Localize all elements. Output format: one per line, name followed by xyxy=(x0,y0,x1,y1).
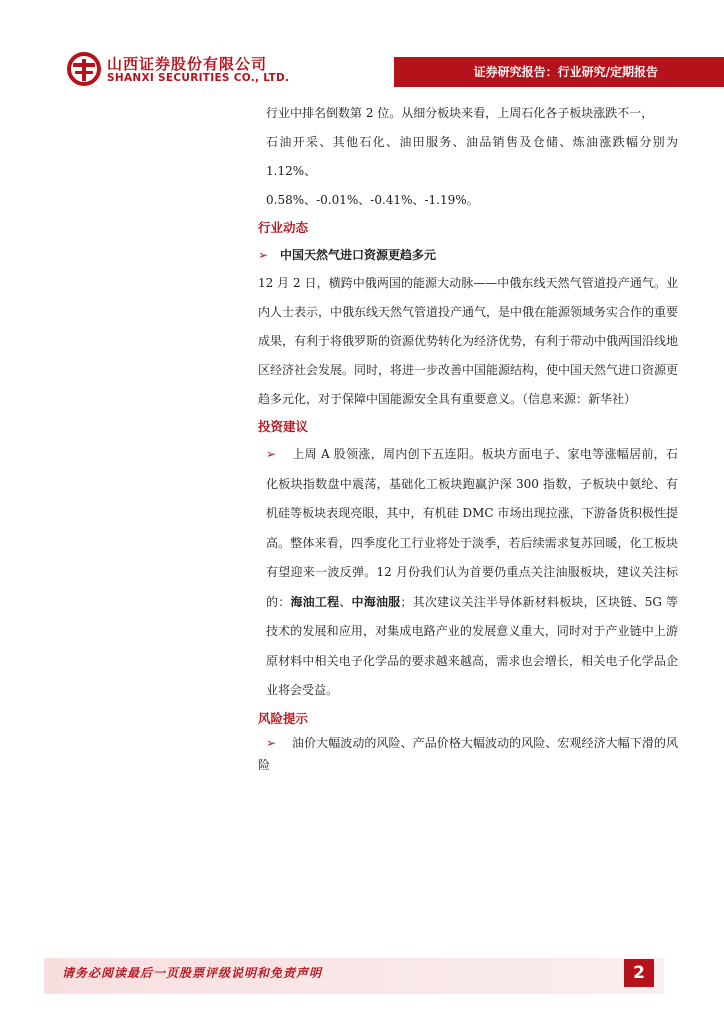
investment-text-after: ；其次建议关注半导体新材料板块，区块链、5G 等技术的发展和应用，对集成电路产业的发展意义重大，同时对于产业链中上游原材料中相关电子化学品的要求越来越高，需求也会增长，相关电子化学品企业将会受益。 xyxy=(266,594,678,697)
intro-line: 石油开采、其他石化、油田服务、油品销售及仓储、炼油涨跌幅分别为 1.12%、 xyxy=(266,135,678,178)
company-logo-icon xyxy=(64,50,104,88)
intro-line: 行业中排名倒数第 2 位。从细分板块来看，上周石化各子板块涨跌不一， xyxy=(266,106,654,120)
page-footer xyxy=(0,958,724,994)
risk-body xyxy=(258,732,678,776)
investment-body xyxy=(258,440,678,706)
dynamics-bullet xyxy=(258,241,678,269)
stock-pick-1: 海油工程 xyxy=(290,594,340,609)
stock-separator: 、 xyxy=(339,594,352,609)
report-type-banner: 证券研究报告：行业研究/定期报告 xyxy=(394,57,724,87)
section-title-dynamics: 行业动态 xyxy=(258,220,309,235)
stock-pick-2: 中海油服 xyxy=(351,594,401,609)
disclaimer-notice: 请务必阅读最后一页股票评级说明和免责声明 xyxy=(62,966,323,980)
dynamics-body: 12 月 2 日，横跨中俄两国的能源大动脉——中俄东线天然气管道投产通气。业内人士表示，中俄东线天然气管道投产通气，是中俄在能源领域务实合作的重要成果，有利于将俄罗斯的资源优势转化为经济优势，有利于带动中俄两国沿线地区经济社会发展。同时，将进一步改善中国能源结构，使中国天然气进口资源更趋多元化，对于保障中国能源安全具有重要意义。（信息来源：新华社） xyxy=(258,276,679,406)
arrow-bullet-icon: ➢ xyxy=(258,248,269,262)
intro-line: 0.58%、-0.01%、-0.41%、-1.19%。 xyxy=(266,193,479,207)
arrow-bullet-icon: ➢ xyxy=(266,447,277,461)
section-title-risk: 风险提示 xyxy=(258,710,309,726)
page-header xyxy=(0,0,724,96)
company-name-en: SHANXI SECURITIES CO., LTD. xyxy=(107,72,290,84)
dynamics-bullet-title: 中国天然气进口资源更趋多元 xyxy=(280,248,437,262)
report-body xyxy=(258,99,678,776)
company-name-cn: 山西证券股份有限公司 xyxy=(107,55,268,73)
investment-text-before: 上周 A 股领涨，周内创下五连阳。板块方面电子、家电等涨幅居前，石化板块指数盘中震荡，基础化工板块跑赢沪深 300 指数，子板块中氨纶、有机硅等板块表现亮眼，其中，有机硅 DMC 市场出现拉涨，下游备货积极性提高。整体来看，四季度化工行业将处于淡季，若后续需求复苏回暖，化工板块有望迎来一波反弹。12 月份我们认为首要仍重点关注油服板块，建议关注标的： xyxy=(266,447,678,609)
section-title-investment: 投资建议 xyxy=(258,419,309,434)
arrow-bullet-icon: ➢ xyxy=(266,735,277,750)
page-number: 2 xyxy=(624,959,654,987)
risk-text: 油价大幅波动的风险、产品价格大幅波动的风险、宏观经济大幅下滑的风险 xyxy=(258,735,678,772)
